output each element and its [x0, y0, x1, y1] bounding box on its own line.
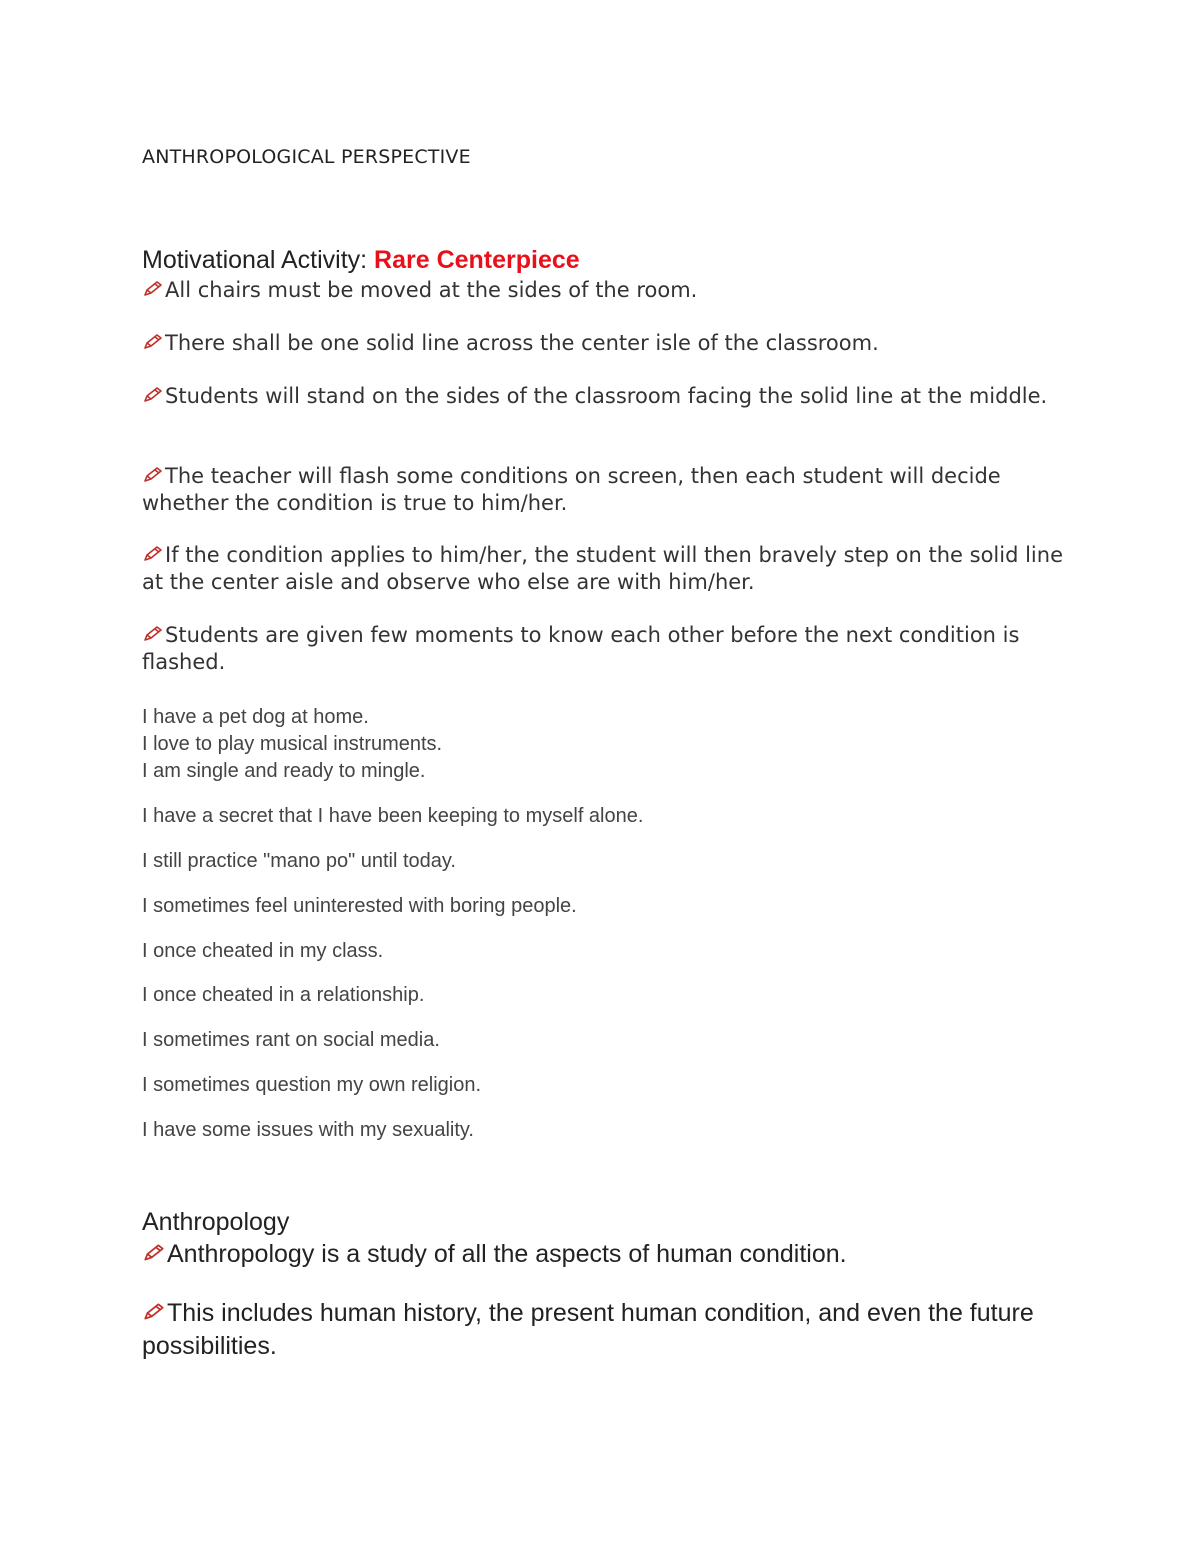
condition-item: I sometimes feel uninterested with boring people.	[142, 895, 577, 917]
activity-bullet	[142, 277, 1072, 304]
activity-bullet-text: There shall be one solid line across the center isle of the classroom.	[165, 331, 879, 355]
activity-heading-prefix: Motivational Activity:	[142, 246, 375, 274]
activity-bullet-text: All chairs must be moved at the sides of the room.	[165, 278, 698, 302]
condition-item: I sometimes question my own religion.	[142, 1074, 482, 1096]
anthropology-bullet-text: Anthropology is a study of all the aspects of human condition.	[167, 1240, 847, 1268]
activity-bullet	[142, 330, 1072, 357]
pencil-icon	[142, 278, 164, 296]
activity-bullet	[142, 622, 1072, 676]
anthropology-bullet-text: This includes human history, the present human condition, and even the future possibilities.	[142, 1299, 1034, 1360]
anthropology-heading: Anthropology	[142, 1208, 290, 1236]
pencil-icon	[142, 543, 164, 561]
pencil-icon	[142, 464, 164, 482]
activity-bullet-text: Students are given few moments to know each other before the next condition is flashed.	[142, 623, 1020, 674]
activity-name: Rare Centerpiece	[374, 246, 580, 274]
condition-item: I have a pet dog at home.	[142, 706, 369, 728]
pencil-icon	[142, 384, 164, 402]
pencil-icon	[142, 623, 164, 641]
condition-item: I sometimes rant on social media.	[142, 1029, 440, 1051]
activity-bullet-text: Students will stand on the sides of the classroom facing the solid line at the middle.	[165, 384, 1048, 408]
condition-item: I have some issues with my sexuality.	[142, 1119, 474, 1141]
pencil-icon	[142, 1239, 166, 1259]
condition-item: I still practice "mano po" until today.	[142, 850, 456, 872]
condition-item: I love to play musical instruments.	[142, 733, 443, 755]
document-title: ANTHROPOLOGICAL PERSPECTIVE	[142, 146, 471, 168]
activity-bullet-text: The teacher will flash some conditions on screen, then each student will decide whether the condition is true to him/her.	[142, 464, 1001, 515]
pencil-icon	[142, 1298, 166, 1318]
condition-item: I have a secret that I have been keeping to myself alone.	[142, 805, 644, 827]
activity-bullet-text: If the condition applies to him/her, the student will then bravely step on the solid line at the center aisle and observe who else are with him/her.	[142, 543, 1063, 594]
pencil-icon	[142, 331, 164, 349]
activity-bullet	[142, 463, 1072, 517]
activity-bullet	[142, 542, 1072, 596]
condition-item: I once cheated in a relationship.	[142, 984, 425, 1006]
condition-item: I once cheated in my class.	[142, 940, 384, 962]
anthropology-bullet	[142, 1238, 1072, 1271]
activity-bullet	[142, 383, 1072, 410]
anthropology-bullet	[142, 1297, 1072, 1363]
activity-heading	[142, 246, 580, 275]
condition-item: I am single and ready to mingle.	[142, 760, 426, 782]
